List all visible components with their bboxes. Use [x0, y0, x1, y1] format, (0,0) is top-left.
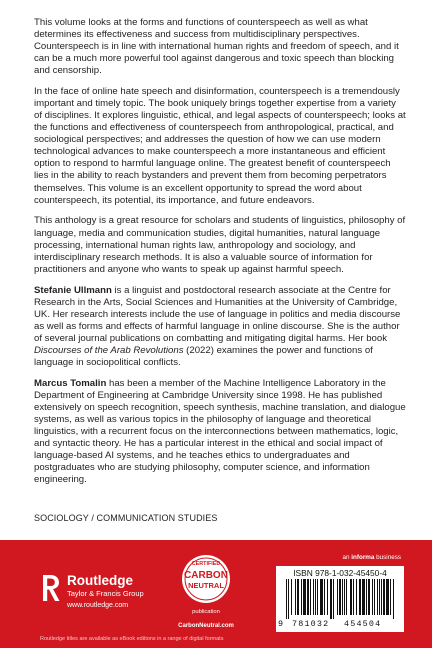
carbon-neutral-badge — [170, 553, 242, 633]
barcode-bar — [356, 579, 357, 615]
barcode-bar — [337, 579, 338, 615]
barcode-bar — [353, 579, 354, 615]
barcode-bar — [291, 579, 292, 615]
barcode-bar — [344, 579, 345, 615]
cn-url: CarbonNeutral.com — [178, 623, 234, 629]
subject-category: SOCIOLOGY / COMMUNICATION STUDIES — [34, 513, 218, 523]
barcode-bar — [381, 579, 382, 615]
routledge-logo — [40, 573, 160, 613]
publisher-url[interactable]: www.routledge.com — [67, 602, 129, 609]
description-paragraph-3: This anthology is a great resource for scholars and students of linguistics, philosophy of language, media and communication studies, digital humanities, natural language processing, international human rights law, anthropology and sociology, and interdisciplinary research methods. It is also a valuable source of information for practitioners and anyone who wants to speak up against harmful speech. — [34, 215, 406, 275]
isbn-number: ISBN 978-1-032-45450-4 — [293, 568, 387, 578]
barcode-bar — [310, 579, 311, 615]
carbon-neutral-icon — [178, 553, 234, 607]
bio-ullmann-text-b: (2022) examines the power and functions of language in sociopolitical conflicts. — [34, 344, 373, 368]
barcode-bar — [342, 579, 343, 615]
cn-publication: publication — [192, 609, 220, 615]
barcode-bar — [377, 579, 378, 615]
footer-band — [0, 540, 432, 648]
barcode-bar — [386, 579, 389, 615]
description-paragraph-1: This volume looks at the forms and functions of counterspeech as well as what determines its effectiveness and success from multidisciplinary perspectives. Counterspeech is in line with international human rights and freedom of speech, and it can be a much more powerful tool against dangerous and toxic speech than blocking and censorship. — [34, 17, 399, 77]
barcode-bar — [333, 579, 334, 619]
informa-business — [343, 554, 401, 561]
barcode-bar — [390, 579, 391, 615]
barcode-bar — [346, 579, 347, 615]
barcode-bar — [368, 579, 370, 615]
cn-certified-text: CERTIFIED — [191, 561, 221, 567]
barcode-bar — [393, 579, 394, 619]
barcode-first-digit: 9 — [278, 619, 284, 629]
barcode-bar — [339, 579, 341, 615]
barcode-bar — [350, 579, 352, 615]
publisher-group: Taylor & Francis Group — [67, 589, 144, 598]
ebook-note: Routledge titles are available as eBook editions in a range of digital formats — [40, 636, 224, 642]
author-name-tomalin: Marcus Tomalin — [34, 377, 107, 389]
author-bio-ullmann — [34, 285, 406, 369]
barcode-bar — [359, 579, 361, 615]
barcode-box — [276, 566, 404, 632]
informa-suffix: business — [374, 554, 401, 561]
routledge-r-mark-icon — [40, 573, 62, 603]
barcode-bar — [315, 579, 316, 615]
informa-brand: informa — [351, 554, 375, 561]
author-name-ullmann: Stefanie Ullmann — [34, 284, 112, 296]
cn-neutral-text: NEUTRAL — [188, 581, 224, 590]
barcode-left-group: 781032 — [292, 619, 330, 629]
author-bio-tomalin — [34, 378, 406, 486]
informa-prefix: an — [342, 554, 352, 561]
bio-tomalin-text: has been a member of the Machine Intelligence Laboratory in the Department of Engineering at Cambridge University since 1998. He has published extensively on speech recognition, speech synthesis, machine translation, and dialogue systems, as well as various topics in the philosophy of language and theoretical linguistics, with a recurrent focus on the interconnections between mathematics, logic, and syntactic theory. He has a particular interest in the ethical and social impact of language-based AI systems, and he teaches ethics to undergraduates and postgraduates who are studying philosophy, computer science, and information engineering. — [34, 377, 406, 486]
barcode-bar — [286, 579, 287, 619]
barcode-icon — [286, 579, 394, 619]
back-cover-text — [34, 17, 406, 495]
barcode-bar — [383, 579, 385, 615]
barcode-bar — [372, 579, 373, 615]
barcode-bar — [324, 579, 325, 615]
barcode-bar — [379, 579, 380, 615]
barcode-bar — [330, 579, 332, 619]
barcode-bar — [317, 579, 318, 615]
bio-ullmann-text-a: is a linguist and postdoctoral research associate at the Centre for Research in the Arts, Social Sciences and Humanities at the University of Cambridge, UK. Her research interests include the use of language in politics and media discourse as well as forms and effects of harmful language in online discourse. She is the author of several journal publications on combatting and mitigating digital harms. Her book — [34, 284, 401, 344]
barcode-bar — [288, 579, 289, 619]
barcode-bar — [374, 579, 375, 615]
barcode-bar — [320, 579, 323, 615]
barcode-bar — [295, 579, 296, 615]
barcode-bar — [313, 579, 314, 615]
barcode-bar — [301, 579, 302, 615]
barcode-bar — [297, 579, 299, 615]
book-title: Discourses of the Arab Revolutions — [34, 344, 184, 356]
barcode-right-group: 454504 — [344, 619, 382, 629]
barcode-bar — [366, 579, 367, 615]
barcode-bar — [362, 579, 365, 615]
description-paragraph-2: In the face of online hate speech and disinformation, counterspeech is a tremendously important and timely topic. The book uniquely brings together expertise from a variety of disciplines. It explores linguistic, ethical, and legal aspects of counterspeech; looks at the functions and effectiveness of counterspeech from anthropological, practical, and sociological perspectives; and addresses the question of how we can use modern technological advances to make counterspeech a more instantaneous and efficient option to respond to harmful language online. The greatest benefit of counterspeech lies in the ability to reach bystanders and prevent them from becoming perpetrators themselves. This volume is an excellent opportunity to spread the word about counterspeech, its potential, its importance, and future endeavors. — [34, 86, 406, 206]
barcode-bar — [327, 579, 328, 615]
barcode-bar — [307, 579, 309, 615]
publisher-name: Routledge — [67, 573, 133, 588]
cn-carbon-text: CARBON — [184, 570, 228, 581]
barcode-bar — [303, 579, 306, 615]
